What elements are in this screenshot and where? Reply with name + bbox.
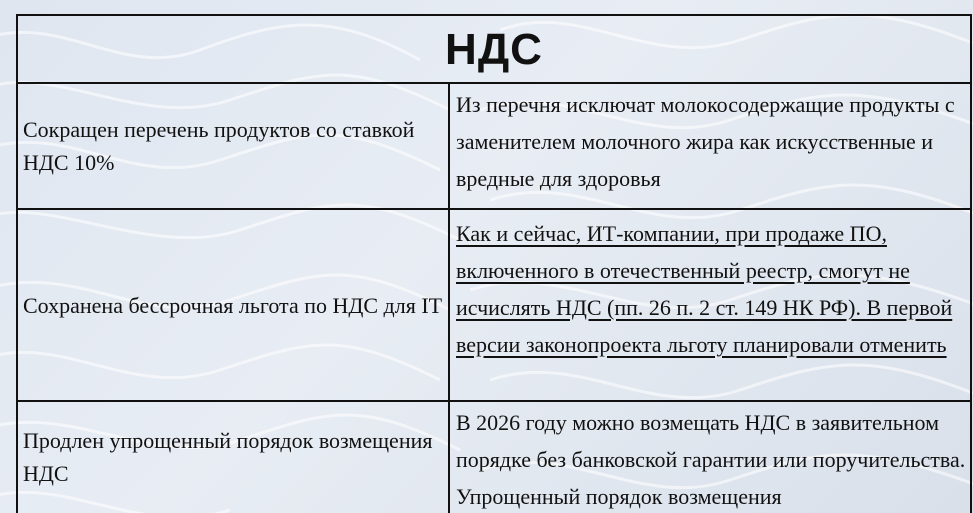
- change-text: Продлен упрощенный порядок возмещения НДС: [23, 428, 433, 486]
- change-cell: [18, 210, 450, 400]
- change-text: Сохранена бессрочная льгота по НДС для IT: [23, 292, 443, 318]
- change-cell: [18, 84, 450, 208]
- change-cell: [18, 402, 450, 513]
- details-text: В 2026 году можно возмещать НДС в заявительном порядке без банковской гарантии или поручительства. Упрощенный порядок возмещения: [456, 410, 966, 509]
- details-cell: [450, 84, 970, 208]
- details-cell: [450, 210, 970, 400]
- details-text-underlined: Как и сейчас, ИТ-компании, при продаже ПО, включенного в отечественный реестр, смогут не исчислять НДС (пп. 26 п. 2 ст. 149 НК РФ). В первой версии законопроекта льготу планировали отменить: [456, 221, 953, 357]
- table-row: [18, 210, 970, 402]
- details-cell: [450, 402, 970, 513]
- table-row: [18, 84, 970, 210]
- change-text: Сокращен перечень продуктов со ставкой НДС 10%: [23, 117, 415, 175]
- details-text: Из перечня исключат молокосодержащие продукты с заменителем молочного жира как искусственные и вредные для здоровья: [456, 92, 955, 191]
- vat-table: [16, 14, 972, 513]
- table-title: НДС: [18, 16, 970, 84]
- table-row: [18, 402, 970, 513]
